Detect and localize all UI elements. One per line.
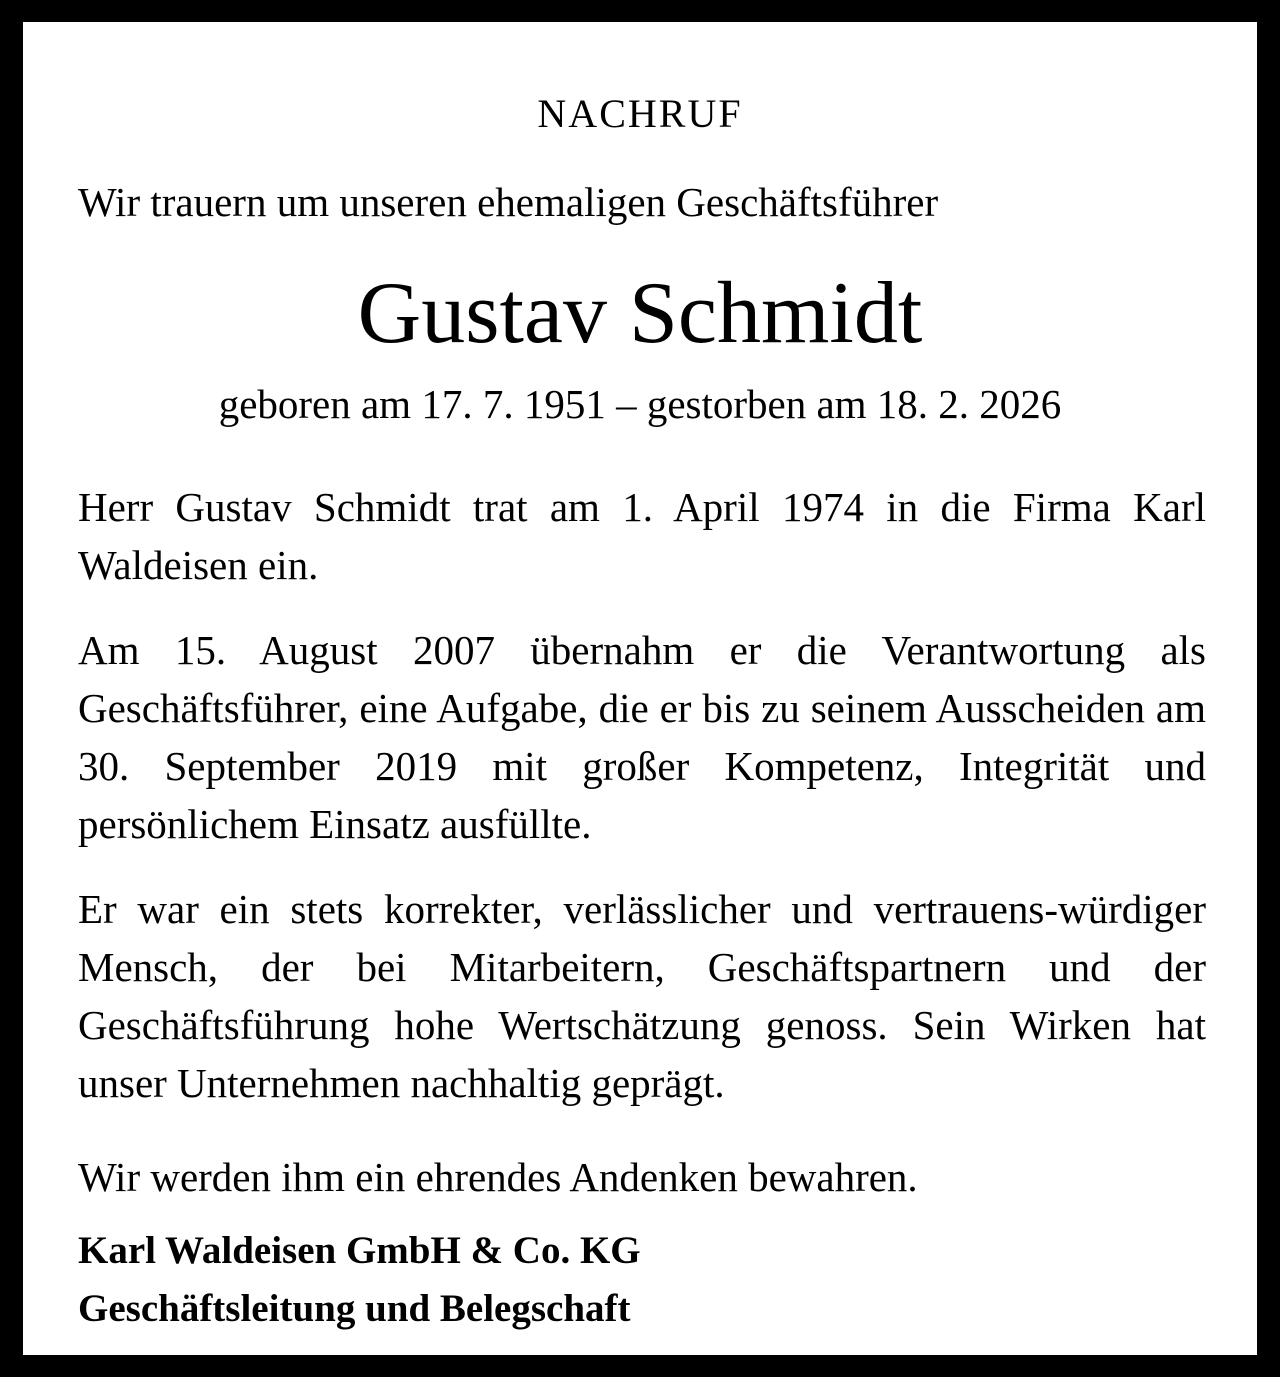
deceased-name: Gustav Schmidt — [357, 265, 923, 362]
paragraph-career: Am 15. August 2007 übernahm er die Verantwortung als Geschäftsführer, eine Aufgabe, die er bis zu seinem Ausscheiden am 30. September 2019 mit großer Kompetenz, Integrität und persönlichem Einsatz ausfüllte. — [78, 627, 1206, 847]
paragraph-remembrance: Wir werden ihm ein ehrendes Andenken bewahren. — [78, 1154, 918, 1200]
notice-title: NACHRUF — [537, 91, 743, 136]
paragraph-entry: Herr Gustav Schmidt trat am 1. April 1974 in die Firma Karl Waldeisen ein. — [78, 484, 1206, 588]
signature-block — [78, 1222, 641, 1338]
obituary-notice — [23, 22, 1257, 1355]
paragraph-character: Er war ein stets korrekter, verlässlicher und vertrauens-würdiger Mensch, der bei Mitarbeitern, Geschäftspartnern und der Geschäftsführung hohe Wertschätzung genoss. Sein Wirken hat unser Unternehmen nachhaltig geprägt. — [78, 886, 1206, 1106]
signature-company: Karl Waldeisen GmbH & Co. KG — [78, 1229, 641, 1272]
life-dates: geboren am 17. 7. 1951 – gestorben am 18. 2. 2026 — [218, 381, 1062, 427]
intro-line: Wir trauern um unseren ehemaligen Geschäftsführer — [78, 179, 939, 225]
signature-department: Geschäftsleitung und Belegschaft — [78, 1287, 631, 1330]
